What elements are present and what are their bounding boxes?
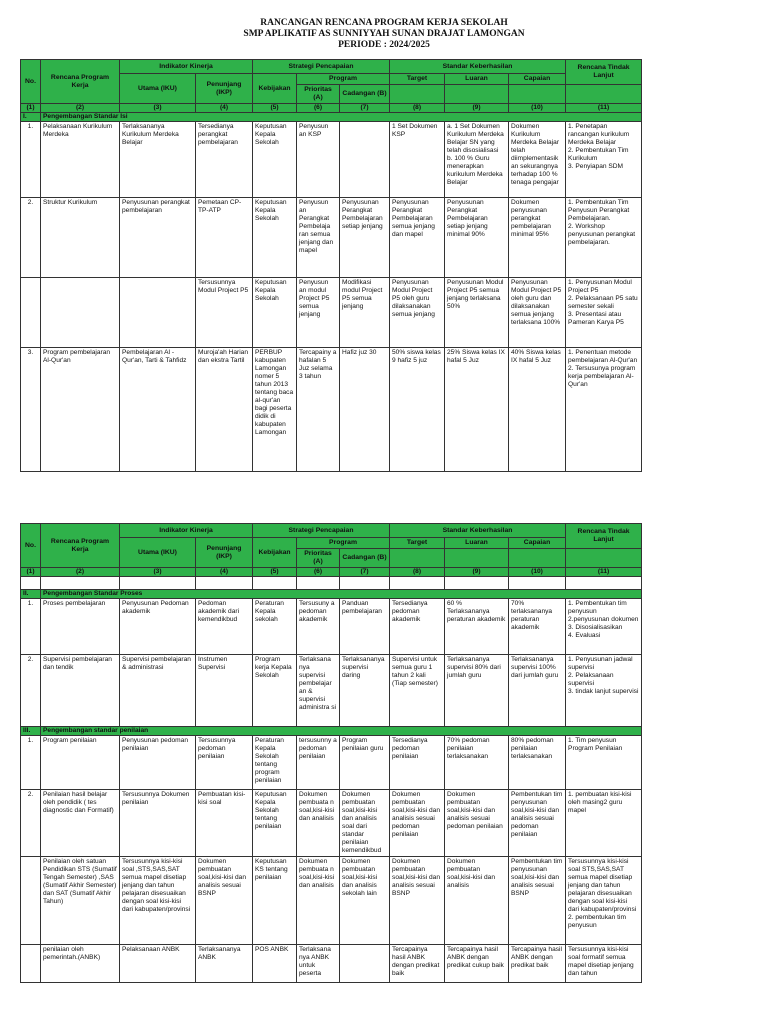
cell-tindak: 1. Tim penyusun Program Penilaian	[566, 736, 642, 790]
col-standar: Standar Keberhasilan	[390, 60, 566, 74]
cell-prioritas: Tercapainy a hafalan 5 Juz selama 3 tahun	[297, 348, 340, 472]
col-number: (9)	[445, 104, 509, 113]
cell-program: penilaian oleh pemerintah.(ANBK)	[41, 945, 120, 983]
col-kebijakan: Kebijakan	[253, 538, 297, 568]
col-prioritas: Prioritas (A)	[297, 85, 340, 104]
cell-capaian: 40% Siswa kelas IX hafal 5 Juz	[509, 348, 566, 472]
cell-utama: Penyusunan pedoman penilaian	[120, 736, 196, 790]
col-capaian-blank	[509, 85, 566, 104]
cell-tindak: Tersusunnya kisi-kisi soal STS,SAS,SAT semua mapel disetiap jenjang dan tahun pelajaran disesuaikan dengan soal kisi-kisi dari kabupaten/provinsi 2. pembentukan tim penyusun	[566, 857, 642, 945]
cell-utama: Penyusunan Pedoman akademik	[120, 599, 196, 655]
section-row	[21, 113, 642, 122]
col-luaran: Luaran	[445, 538, 509, 549]
cell-no	[21, 945, 41, 983]
cell-capaian: Terlaksananya supervisi 100% dari jumlah guru	[509, 655, 566, 727]
col-target: Target	[390, 538, 445, 549]
cell-target: 1 Set Dokumen KSP	[390, 122, 445, 198]
col-cadangan: Cadangan (B)	[340, 85, 390, 104]
col-strategi: Strategi Pencapaian	[253, 524, 390, 538]
cell-kebijakan: POS ANBK	[253, 945, 297, 983]
col-utama: Utama (IKU)	[120, 74, 196, 104]
cell-target: Dokumen pembuatan soal,kisi-kisi dan analisis sesuai pedoman penilaian	[390, 790, 445, 857]
col-number: (3)	[120, 104, 196, 113]
cell-capaian: Penyusunan Modul Project P5 oleh guru dan dilaksanakan semua jenjang terlaksana 100%	[509, 278, 566, 348]
cell-program: Proses pembelajaran	[41, 599, 120, 655]
col-number: (7)	[340, 104, 390, 113]
col-number: (2)	[41, 568, 120, 577]
cell-cadangan: Terlaksananya supervisi daring	[340, 655, 390, 727]
col-kebijakan: Kebijakan	[253, 74, 297, 104]
col-target: Target	[390, 74, 445, 85]
col-number: (4)	[196, 568, 253, 577]
col-standar: Standar Keberhasilan	[390, 524, 566, 538]
cell-capaian: Pembentukan tim penyusunan soal,kisi-kisi dan analisis sesuai pedoman penilaian	[509, 790, 566, 857]
cell-program	[41, 278, 120, 348]
cell-no: 3.	[21, 348, 41, 472]
cell-tindak: 1. Penyusunan Modul Project P5 2. Pelaksanaan P5 satu semester sekali 3. Presentasi atau Pameran Karya P5	[566, 278, 642, 348]
col-utama: Utama (IKU)	[120, 538, 196, 568]
cell-luaran: Penyusunan Perangkat Pembelajaran setiap jenjang minimal 90%	[445, 198, 509, 278]
col-prioritas: Prioritas (A)	[297, 549, 340, 568]
title-line-1: RANCANGAN RENCANA PROGRAM KERJA SEKOLAH	[260, 18, 508, 28]
cell-no: 1.	[21, 599, 41, 655]
cell-penunjang: Dokumen pembuatan soal,kisi-kisi dan analisis sesuai BSNP	[196, 857, 253, 945]
col-indikator: Indikator Kinerja	[120, 524, 253, 538]
cell-tindak: 1. Pembentukan Tim Penyusun Perangkat Pembelajaran. 2. Workshop penyusunan perangkat pembelajaran.	[566, 198, 642, 278]
col-rencana: Rencana Program Kerja	[41, 60, 120, 104]
cell-kebijakan: Keputusan Kepala Sekolah	[253, 278, 297, 348]
col-no: No.	[21, 60, 41, 104]
col-strategi: Strategi Pencapaian	[253, 60, 390, 74]
cell-penunjang: Tersusunnya pedoman penilaian	[196, 736, 253, 790]
col-indikator: Indikator Kinerja	[120, 60, 253, 74]
cell-tindak: 1. Pembentukan tim penyusun 2.penyusunan dokumen 3. Disosialisasikan 4. Evaluasi	[566, 599, 642, 655]
cell-cadangan: Dokumen pembuatan soal,kisi-kisi dan analisis soal dari standar penilaian kemendikbud	[340, 790, 390, 857]
table-row	[21, 599, 642, 655]
col-number: (4)	[196, 104, 253, 113]
cell-utama: Supervisi pembelajaran & administrasi	[120, 655, 196, 727]
col-number: (5)	[253, 568, 297, 577]
cell-prioritas: Dokumen pembuata n soal,kisi-kisi dan analisis	[297, 857, 340, 945]
cell-cadangan	[340, 122, 390, 198]
cell-luaran: a. 1 Set Dokumen Kurikulum Merdeka Belajar SN yang telah disosialisasi b. 100 % Guru menerapkan kurikulum Merdeka Belajar	[445, 122, 509, 198]
cell-cadangan: Program penilaian guru	[340, 736, 390, 790]
cell-no: 1.	[21, 736, 41, 790]
cell-luaran: Tercapainya hasil ANBK dengan predikat cukup baik	[445, 945, 509, 983]
section-number: II.	[21, 590, 41, 599]
section-row	[21, 727, 642, 736]
col-number: (8)	[390, 568, 445, 577]
col-number: (1)	[21, 104, 41, 113]
col-tindak: Rencana Tindak Lanjut	[566, 524, 642, 549]
cell-no: 2.	[21, 790, 41, 857]
col-capaian-blank	[509, 549, 566, 568]
cell-penunjang: Instrumen Supervisi	[196, 655, 253, 727]
cell-target: Tercapainya hasil ANBK dengan predikat baik	[390, 945, 445, 983]
cell-program: Penilaian hasil belajar oleh pendidik ( tes diagnostic dan Formatif)	[41, 790, 120, 857]
column-number-row	[21, 104, 642, 113]
cell-kebijakan: Keputusan Kepala Sekolah	[253, 122, 297, 198]
col-tindak: Rencana Tindak Lanjut	[566, 60, 642, 85]
col-number: (10)	[509, 568, 566, 577]
cell-program: Program pembelajaran Al-Qur'an	[41, 348, 120, 472]
cell-target: Penyusunan Modul Project P5 oleh guru dilaksanakan semua jenjang	[390, 278, 445, 348]
cell-luaran: Terlaksananya supervisi 80% dari jumlah guru	[445, 655, 509, 727]
col-number: (7)	[340, 568, 390, 577]
cell-capaian: Tercapainya hasil ANBK dengan predikat baik	[509, 945, 566, 983]
col-tindak-blank	[566, 549, 642, 568]
col-target-blank	[390, 549, 445, 568]
table-row	[21, 122, 642, 198]
section-label: Pengembangan standar penilaian	[41, 727, 642, 736]
cell-kebijakan: PERBUP kabupaten Lamongan nomer 5 tahun 2013 tentang baca al-qur'an bagi peserta didik di kabupaten Lamongan	[253, 348, 297, 472]
cell-penunjang: Muroja'ah Harian dan ekstra Tartil	[196, 348, 253, 472]
cell-prioritas: tersusunny a pedoman penilaian	[297, 736, 340, 790]
col-capaian: Capaian	[509, 74, 566, 85]
col-capaian: Capaian	[509, 538, 566, 549]
cell-tindak: 1. pembuatan kisi-kisi oleh masing2 guru mapel	[566, 790, 642, 857]
cell-penunjang: Tersusunnya Modul Project P5	[196, 278, 253, 348]
cell-prioritas: Penyusun an KSP	[297, 122, 340, 198]
cell-utama: Terlaksananya Kurikulum Merdeka Belajar	[120, 122, 196, 198]
cell-tindak: Tersusunnya kisi-kisi soal formatif semua mapel disetiap jenjang dan tahun	[566, 945, 642, 983]
cell-penunjang: Pembuatan kisi-kisi soal	[196, 790, 253, 857]
cell-program: Penilaian oleh satuan Pendidikan STS (Sumatif Tengah Semester) ,SAS (Sumatif Akhir Semester) dan SAT (Sumatif Akhir Tahun)	[41, 857, 120, 945]
cell-no: 2.	[21, 655, 41, 727]
col-cadangan: Cadangan (B)	[340, 549, 390, 568]
table-row	[21, 736, 642, 790]
title-line-3: PERIODE : 2024/2025	[338, 40, 430, 50]
cell-utama: Tersusunnya kisi-kisi soal ,STS,SAS,SAT semua mapel disetiap jenjang dan tahun pelajaran disesuaikan dengan soal kisi-kisi dari kabupaten/provinsi	[120, 857, 196, 945]
col-number: (9)	[445, 568, 509, 577]
cell-prioritas: Tersusuny a pedoman akademik	[297, 599, 340, 655]
col-luaran-blank	[445, 85, 509, 104]
col-rencana: Rencana Program Kerja	[41, 524, 120, 568]
col-number: (11)	[566, 568, 642, 577]
cell-kebijakan: Peraturan Kepala sekolah	[253, 599, 297, 655]
cell-luaran: 60 % Terlaksananya peraturan akademik	[445, 599, 509, 655]
cell-penunjang: Pedoman akademik dari kemendikbud	[196, 599, 253, 655]
col-number: (2)	[41, 104, 120, 113]
cell-tindak: 1. Penetapan rancangan kurikulum Merdeka Belajar 2. Pembentukan Tim Kurikulum 3. Penyiapan SDM	[566, 122, 642, 198]
cell-program: Struktur Kurikulum	[41, 198, 120, 278]
cell-program: Program penilaian	[41, 736, 120, 790]
cell-luaran: Penyusunan Modul Project P5 semua jenjang terlaksana 50%	[445, 278, 509, 348]
cell-utama: Pembelajaran Al - Qur'an, Tarti & Tahfidz	[120, 348, 196, 472]
cell-prioritas: Terlaksana nya supervisi pembelajar an & supervisi administra si	[297, 655, 340, 727]
cell-program: Pelaksanaan Kurikulum Merdeka	[41, 122, 120, 198]
cell-cadangan: Hafiz juz 30	[340, 348, 390, 472]
cell-cadangan: Dokumen pembuatan soal,kisi-kisi dan analisis sekolah lain	[340, 857, 390, 945]
col-number: (6)	[297, 104, 340, 113]
cell-capaian: 80% pedoman penilaian terlaksanakan	[509, 736, 566, 790]
col-number: (6)	[297, 568, 340, 577]
cell-luaran: 70% pedoman penilaian terlaksanakan	[445, 736, 509, 790]
work-program-table-1	[20, 59, 642, 472]
section-label: Pengembangan Standar Isi	[41, 113, 642, 122]
cell-cadangan: Penyusunan Perangkat Pembelajaran setiap jenjang	[340, 198, 390, 278]
section-label: Pengembangan Standar Proses	[41, 590, 642, 599]
title-line-2: SMP APLIKATIF AS SUNNIYYAH SUNAN DRAJAT LAMONGAN	[243, 29, 525, 39]
cell-capaian: Dokumen penyusunan perangkat pembelajaran minimal 95%	[509, 198, 566, 278]
col-number: (1)	[21, 568, 41, 577]
cell-target: Tersedianya pedoman penilaian	[390, 736, 445, 790]
cell-cadangan: Modifikasi modul Project P5 semua jenjang	[340, 278, 390, 348]
cell-target: 50% siswa kelas 9 hafiz 5 juz	[390, 348, 445, 472]
col-target-blank	[390, 85, 445, 104]
cell-kebijakan: Program kerja Kepala Sekolah	[253, 655, 297, 727]
cell-utama: Penyusunan perangkat pembelajaran	[120, 198, 196, 278]
cell-utama: Tersusunnya Dokumen penilaian	[120, 790, 196, 857]
table-row	[21, 655, 642, 727]
col-penunjang: Penunjang (IKP)	[196, 538, 253, 568]
cell-cadangan: Panduan pembelajaran	[340, 599, 390, 655]
table-header	[21, 524, 642, 577]
cell-luaran: 25% Siswa kelas IX hafal 5 Juz	[445, 348, 509, 472]
section-number: III.	[21, 727, 41, 736]
cell-penunjang: Terlaksananya ANBK	[196, 945, 253, 983]
work-program-table-2	[20, 523, 642, 983]
cell-target: Dokumen pembuatan soal,kisi-kisi dan analisis sesuai BSNP	[390, 857, 445, 945]
cell-target: Tersedianya pedoman akademik	[390, 599, 445, 655]
cell-penunjang: Tersedianya perangkat pembelajaran	[196, 122, 253, 198]
column-number-row	[21, 568, 642, 577]
cell-program: Supervisi pembelajaran dan tendik	[41, 655, 120, 727]
col-luaran: Luaran	[445, 74, 509, 85]
cell-kebijakan: Keputusan KS tentang penilaian	[253, 857, 297, 945]
table-row	[21, 790, 642, 857]
table-header	[21, 60, 642, 113]
col-penunjang: Penunjang (IKP)	[196, 74, 253, 104]
cell-prioritas: Terlaksana nya ANBK untuk peserta	[297, 945, 340, 983]
cell-tindak: 1. Penentuan metode pembelajaran Al-Qur'an 2. Tersusunya program kerja pembelajaran Al-Qur'an	[566, 348, 642, 472]
cell-target: Penyusunan Perangkat Pembelajaran semua jenjang dan mapel	[390, 198, 445, 278]
cell-prioritas: Dokumen pembuata n soal,kisi-kisi dan analisis	[297, 790, 340, 857]
cell-utama: Pelaksanaan ANBK	[120, 945, 196, 983]
cell-cadangan	[340, 945, 390, 983]
cell-luaran: Dokumen pembuatan soal,kisi-kisi dan analisis	[445, 857, 509, 945]
table-row	[21, 857, 642, 945]
col-no: No.	[21, 524, 41, 568]
table-row	[21, 348, 642, 472]
cell-utama	[120, 278, 196, 348]
table-row	[21, 198, 642, 278]
cell-target: Supervisi untuk semua guru 1 tahun 2 kali (Tiap semester)	[390, 655, 445, 727]
cell-no: 2.	[21, 198, 41, 278]
col-number: (10)	[509, 104, 566, 113]
col-number: (3)	[120, 568, 196, 577]
table-row	[21, 278, 642, 348]
col-luaran-blank	[445, 549, 509, 568]
cell-capaian: Pembentukan tim penyusunan soal,kisi-kisi dan analisis sesuai BSNP	[509, 857, 566, 945]
cell-capaian: Dokumen Kurikulum Merdeka Belajar telah diimplementasik an sekurangnya terhadap 100 % tenaga pengajar	[509, 122, 566, 198]
cell-prioritas: Penyusun an Perangkat Pembelaja ran semua jenjang dan mapel	[297, 198, 340, 278]
cell-penunjang: Pemetaan CP-TP-ATP	[196, 198, 253, 278]
col-program: Program	[297, 538, 390, 549]
section-number: I.	[21, 113, 41, 122]
cell-kebijakan: Keputusan Kepala Sekolah	[253, 198, 297, 278]
table-row	[21, 945, 642, 983]
document-title	[0, 18, 768, 51]
cell-tindak: 1. Penyusunan jadwal supervisi 2. Pelaksanaan supervisi 3. tindak lanjut supervisi	[566, 655, 642, 727]
cell-prioritas: Penyusun an modul Project P5 semua jenjang	[297, 278, 340, 348]
cell-kebijakan: Peraturan Kepala Sekolah tentang program penilaian	[253, 736, 297, 790]
cell-capaian: 70% terlaksananya peraturan akademik	[509, 599, 566, 655]
empty-row	[21, 577, 642, 590]
col-number: (11)	[566, 104, 642, 113]
cell-no	[21, 857, 41, 945]
col-tindak-blank	[566, 85, 642, 104]
cell-no: 1.	[21, 122, 41, 198]
section-row	[21, 590, 642, 599]
col-program: Program	[297, 74, 390, 85]
cell-no	[21, 278, 41, 348]
cell-luaran: Dokumen pembuatan soal,kisi-kisi dan analisis sesuai pedoman penilaian	[445, 790, 509, 857]
cell-kebijakan: Keputusan Kepala Sekolah tentang penilaian	[253, 790, 297, 857]
col-number: (8)	[390, 104, 445, 113]
col-number: (5)	[253, 104, 297, 113]
